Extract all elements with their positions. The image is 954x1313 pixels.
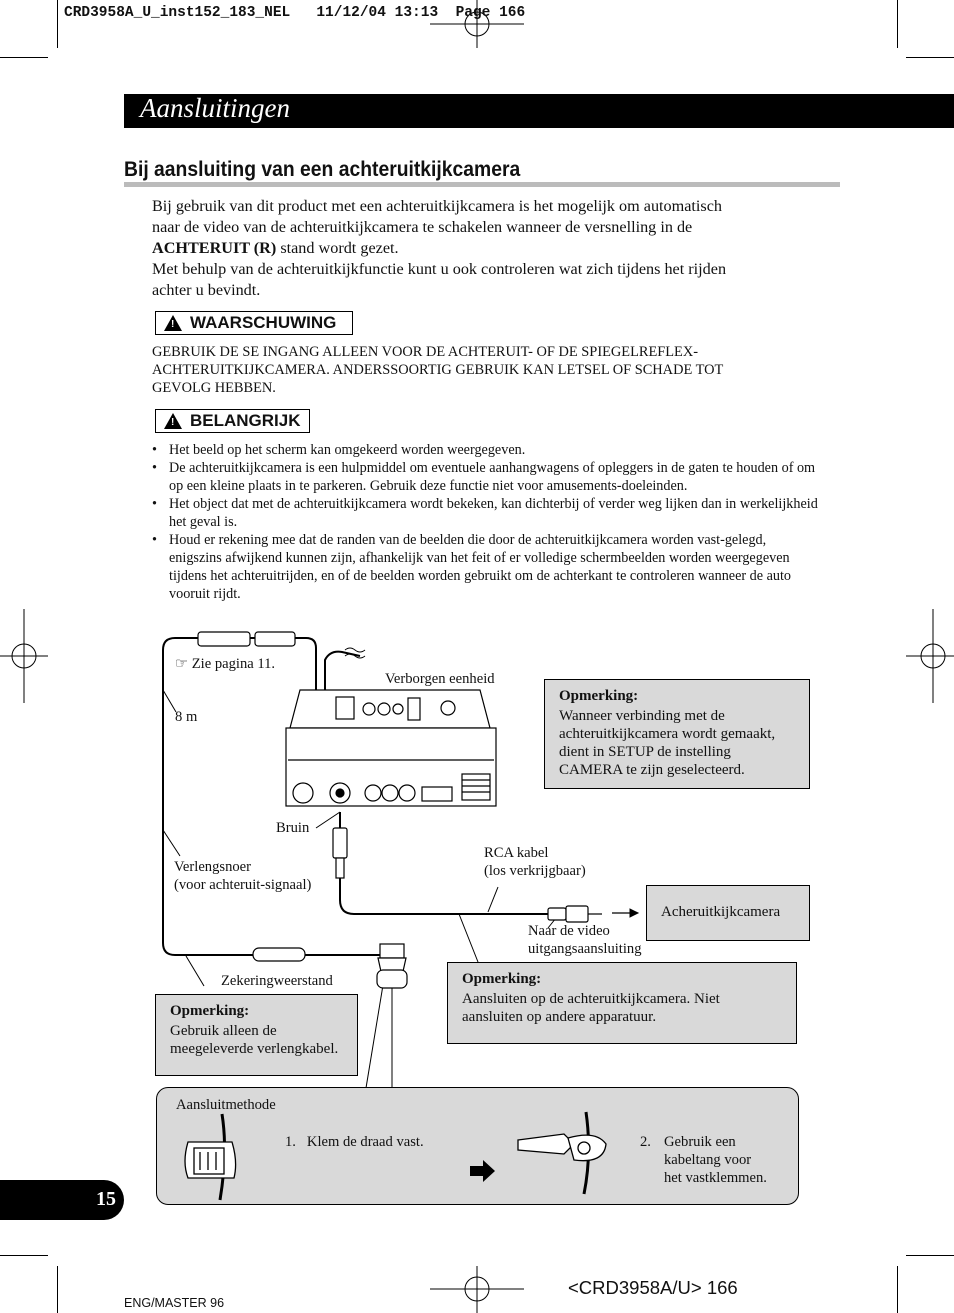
hidden-unit-label: Verborgen eenheid bbox=[385, 671, 495, 687]
step-2-line: kabeltang voor bbox=[664, 1152, 752, 1168]
step-1 bbox=[285, 1133, 424, 1151]
step-2-number: 2. bbox=[640, 1134, 651, 1150]
list-item: • Het beeld op het scherm kan omgekeerd worden weergegeven. bbox=[152, 441, 822, 459]
important-label: ! BELANGRIJK bbox=[155, 409, 310, 433]
step-2 bbox=[664, 1133, 767, 1187]
video-output-label bbox=[528, 922, 642, 958]
extension-cord-label bbox=[174, 858, 311, 894]
note-line: meegeleverde verlengkabel. bbox=[170, 1041, 339, 1057]
intro-bold: ACHTERUIT (R) bbox=[152, 239, 277, 257]
note-title: Opmerking: bbox=[559, 688, 639, 704]
crimp-tool-illustration bbox=[514, 1110, 624, 1196]
warning-line: GEVOLG HEBBEN. bbox=[152, 380, 276, 396]
note-line: achteruitkijkcamera wordt gemaakt, bbox=[559, 726, 776, 742]
section-title: Aansluitingen bbox=[140, 93, 290, 123]
extension-line: Verlengsnoer bbox=[174, 859, 251, 875]
see-page-ref: ☞ Zie pagina 11. bbox=[175, 656, 276, 672]
page-number-tab bbox=[0, 1180, 124, 1220]
brown-wire-label: Bruin bbox=[276, 820, 310, 836]
clamp-illustration-1 bbox=[176, 1112, 246, 1202]
note-camera-setup bbox=[544, 679, 810, 789]
cable-length-label: 8 m bbox=[175, 709, 198, 725]
note-line: Aansluiten op de achteruitkijkcamera. Niet bbox=[462, 991, 720, 1007]
extension-line: (voor achteruit-signaal) bbox=[174, 877, 312, 893]
note-title: Opmerking: bbox=[170, 1003, 250, 1019]
list-item: • Houd er rekening mee dat de randen van de beelden die door de achteruitkijkcamera worden vast-gelegd, enigszins afwijkend kunnen zijn, afhankelijk van het feit of er volledige schermbeelden worden weergegeven tijdens het achteruitrijden, en of de beelden worden gebruikt om de achterkant te controleren wanneer de auto vooruit rijdt. bbox=[152, 531, 822, 603]
subheading: Bij aansluiting van een achteruitkijkcamera bbox=[124, 158, 521, 181]
note-title: Opmerking: bbox=[462, 971, 542, 987]
video-line: uitgangsaansluiting bbox=[528, 941, 642, 957]
note-line: Gebruik alleen de bbox=[170, 1023, 277, 1039]
footer-right: <CRD3958A/U> 166 bbox=[568, 1277, 738, 1298]
footer-left: ENG/MASTER 96 bbox=[124, 1296, 225, 1310]
note-line: aansluiten op andere apparatuur. bbox=[462, 1009, 657, 1025]
warning-label-text: WAARSCHUWING bbox=[190, 313, 337, 332]
intro-line: naar de video van de achteruitkijkcamera te schakelen wanneer de versnelling in de bbox=[152, 218, 693, 236]
note-line: dient in SETUP de instelling bbox=[559, 744, 731, 760]
arrow-right-icon bbox=[470, 1160, 496, 1182]
video-line: Naar de video bbox=[528, 923, 610, 939]
rca-cable-label bbox=[484, 844, 586, 880]
note-line: CAMERA te zijn geselecteerd. bbox=[559, 762, 745, 778]
list-item: • Het object dat met de achteruitkijkcamera wordt bekeken, kan dichterbij of verder weg lijken dan in werkelijkheid het geval is. bbox=[152, 495, 822, 531]
step-2-line: Gebruik een bbox=[664, 1134, 736, 1150]
step-2-line: het vastklemmen. bbox=[664, 1170, 767, 1186]
fuse-resistor-label: Zekeringweerstand bbox=[221, 973, 333, 989]
step-1-number: 1. bbox=[285, 1134, 296, 1150]
step-1-text: Klem de draad vast. bbox=[306, 1134, 424, 1150]
intro-line: achter u bevindt. bbox=[152, 281, 261, 299]
note-extension-cable bbox=[155, 994, 358, 1076]
intro-line-rest: stand wordt gezet. bbox=[276, 239, 399, 257]
warning-line: GEBRUIK DE SE INGANG ALLEEN VOOR DE ACHTERUIT- OF DE SPIEGELREFLEX- bbox=[152, 344, 699, 360]
camera-box bbox=[646, 885, 810, 941]
print-header: CRD3958A_U_inst152_183_NEL 11/12/04 13:13 Page 166 bbox=[64, 5, 526, 21]
connection-method-title: Aansluitmethode bbox=[176, 1097, 276, 1113]
list-item: • De achteruitkijkcamera is een hulpmiddel om eventuele aanhangwagens of opleggers in de gaten te houden of om op een kleine plaats in te parkeren. Gebruik deze functie niet voor amusements-doeleinden. bbox=[152, 459, 822, 495]
note-line: Wanneer verbinding met de bbox=[559, 708, 725, 724]
important-label-text: BELANGRIJK bbox=[190, 411, 301, 430]
warning-label: ! WAARSCHUWING bbox=[155, 311, 353, 335]
intro-line: Met behulp van de achteruitkijkfunctie kunt u ook controleren wat zich tijdens het rijden bbox=[152, 260, 727, 278]
warning-line: ACHTERUITKIJKCAMERA. ANDERSSOORTIG GEBRUIK KAN LETSEL OF SCHADE TOT bbox=[152, 362, 724, 378]
intro-line: Bij gebruik van dit product met een achteruitkijkcamera is het mogelijk om automatisch bbox=[152, 197, 723, 215]
page-number: 15 bbox=[96, 1188, 116, 1210]
camera-label: Acheruitkijkcamera bbox=[661, 904, 781, 920]
note-camera-only bbox=[447, 962, 797, 1044]
rca-line: RCA kabel bbox=[484, 845, 549, 861]
rca-line: (los verkrijgbaar) bbox=[484, 863, 586, 879]
